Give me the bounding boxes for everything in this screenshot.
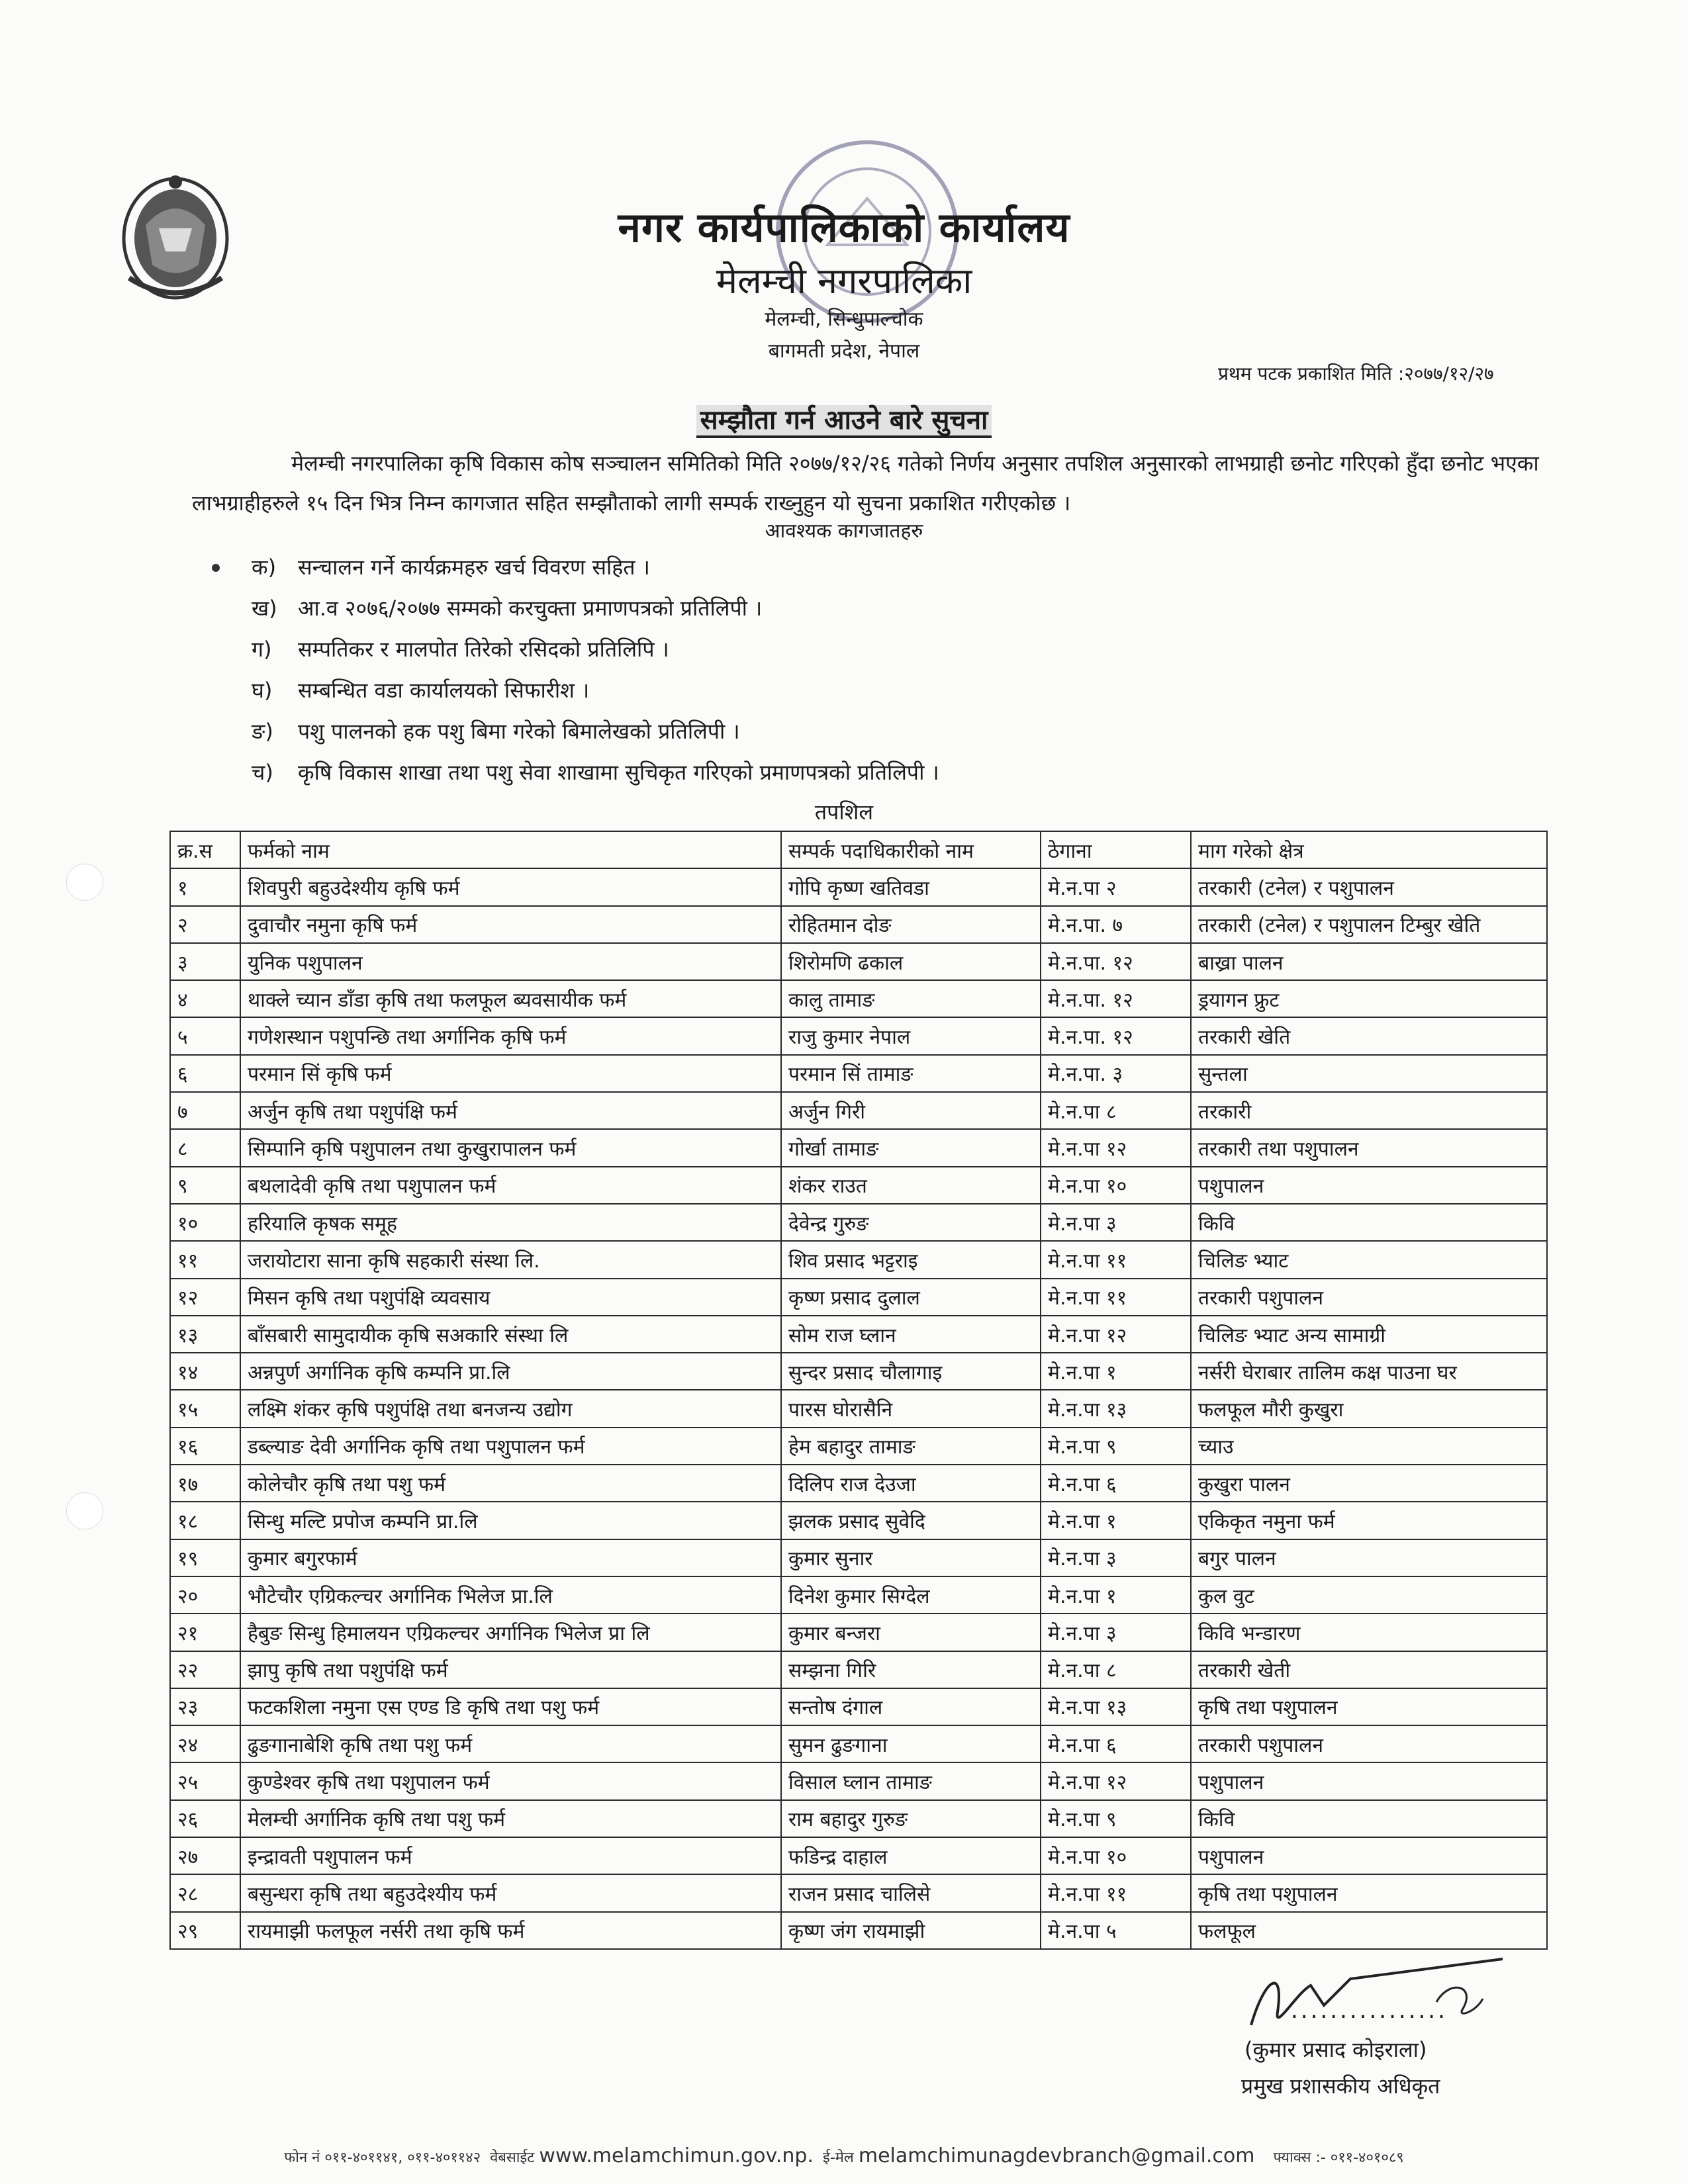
cell-farm-name: हरियालि कृषक समूह (240, 1204, 781, 1241)
cell-sn: १५ (170, 1390, 240, 1427)
cell-farm-name: इन्द्रावती पशुपालन फर्म (240, 1837, 781, 1874)
cell-contact-person: शंकर राउत (781, 1167, 1041, 1204)
cell-contact-person: राजु कुमार नेपाल (781, 1017, 1041, 1054)
cell-farm-name: सिन्धु मल्टि प्रपोज कम्पनि प्रा.लि (240, 1502, 781, 1539)
cell-sn: ५ (170, 1017, 240, 1054)
published-date: प्रथम पटक प्रकाशित मिति :२०७७/१२/२७ (1218, 363, 1494, 385)
cell-contact-person: देवेन्द्र गुरुङ (781, 1204, 1041, 1241)
cell-address: मे.न.पा. ३ (1041, 1055, 1191, 1092)
cell-farm-name: ढुङगानाबेशि कृषि तथा पशु फर्म (240, 1725, 781, 1762)
cell-sector: तरकारी पशुपालन (1191, 1725, 1547, 1762)
table-row (170, 1279, 1547, 1316)
doc-item (252, 635, 669, 663)
cell-sn: ८ (170, 1129, 240, 1166)
cell-contact-person: सन्तोष दंगाल (781, 1688, 1041, 1725)
table-row (170, 1465, 1547, 1502)
cell-sn: ११ (170, 1241, 240, 1278)
table-row (170, 1688, 1547, 1725)
cell-contact-person: शिव प्रसाद भट्टराइ (781, 1241, 1041, 1278)
table-row (170, 1353, 1547, 1390)
notice-heading-text: सम्झौता गर्न आउने बारे सुचना (696, 405, 992, 438)
cell-sn: २४ (170, 1725, 240, 1762)
cell-sector: किवि भन्डारण (1191, 1614, 1547, 1651)
punch-hole (66, 864, 103, 901)
cell-address: मे.न.पा १२ (1041, 1129, 1191, 1166)
cell-sn: ७ (170, 1092, 240, 1129)
cell-sector: तरकारी (1191, 1092, 1547, 1129)
doc-text: सम्पतिकर र मालपोत तिरेको रसिदको प्रतिलिपि । (298, 637, 669, 662)
cell-sector: चिलिङ भ्याट (1191, 1241, 1547, 1278)
table-row (170, 1502, 1547, 1539)
cell-address: मे.न.पा ८ (1041, 1651, 1191, 1688)
cell-sector: कृषि तथा पशुपालन (1191, 1874, 1547, 1911)
doc-key: ख) (252, 596, 277, 621)
cell-farm-name: युनिक पशुपालन (240, 943, 781, 980)
cell-address: मे.न.पा ९ (1041, 1800, 1191, 1837)
cell-farm-name: थाक्ले च्यान डाँडा कृषि तथा फलफूल ब्यवसायीक फर्म (240, 980, 781, 1017)
cell-farm-name: भौटेचौर एग्रिकल्चर अर्गानिक भिलेज प्रा.लि (240, 1576, 781, 1614)
cell-sn: २९ (170, 1912, 240, 1949)
col-header-farm: फर्मको नाम (240, 831, 781, 868)
cell-address: मे.न.पा. १२ (1041, 1017, 1191, 1054)
table-row (170, 1762, 1547, 1799)
table-title: तपशिल (814, 799, 874, 825)
cell-contact-person: सुमन ढुङगाना (781, 1725, 1041, 1762)
cell-sector: तरकारी (टनेल) र पशुपालन टिम्बुर खेति (1191, 906, 1547, 943)
cell-address: मे.न.पा १२ (1041, 1316, 1191, 1353)
footer-phone: फोन नं ०११-४०११४१, ०११-४०११४२ (284, 2150, 481, 2166)
footer-fax: फ्याक्स :- ०११-४०१०८९ (1273, 2150, 1404, 2166)
table-row (170, 1204, 1547, 1241)
cell-farm-name: जरायोटारा साना कृषि सहकारी संस्था लि. (240, 1241, 781, 1278)
cell-contact-person: फडिन्द्र दाहाल (781, 1837, 1041, 1874)
table-row (170, 1092, 1547, 1129)
cell-address: मे.न.पा ६ (1041, 1725, 1191, 1762)
cell-address: मे.न.पा ३ (1041, 1614, 1191, 1651)
cell-sn: ३ (170, 943, 240, 980)
cell-farm-name: परमान सिं कृषि फर्म (240, 1055, 781, 1092)
doc-key: च) (252, 760, 273, 785)
cell-sector: किवि (1191, 1800, 1547, 1837)
cell-sector: तरकारी पशुपालन (1191, 1279, 1547, 1316)
table-header-row (170, 831, 1547, 868)
cell-sn: ६ (170, 1055, 240, 1092)
cell-sn: १४ (170, 1353, 240, 1390)
cell-contact-person: कृष्ण प्रसाद दुलाल (781, 1279, 1041, 1316)
cell-sn: २ (170, 906, 240, 943)
cell-sn: २६ (170, 1800, 240, 1837)
table-row (170, 1167, 1547, 1204)
cell-farm-name: रायमाझी फलफूल नर्सरी तथा कृषि फर्म (240, 1912, 781, 1949)
cell-address: मे.न.पा १३ (1041, 1688, 1191, 1725)
doc-text: सम्बन्धित वडा कार्यालयको सिफारीश । (298, 678, 590, 703)
cell-address: मे.न.पा १० (1041, 1837, 1191, 1874)
cell-sector: तरकारी खेति (1191, 1017, 1547, 1054)
cell-farm-name: सिम्पानि कृषि पशुपालन तथा कुखुरापालन फर्म (240, 1129, 781, 1166)
cell-address: मे.न.पा ६ (1041, 1465, 1191, 1502)
cell-address: मे.न.पा १२ (1041, 1762, 1191, 1799)
table-row (170, 943, 1547, 980)
cell-sn: २० (170, 1576, 240, 1614)
cell-sector: चिलिङ भ्याट अन्य सामाग्री (1191, 1316, 1547, 1353)
cell-farm-name: लक्ष्मि शंकर कृषि पशुपंक्षि तथा बनजन्य उद्योग (240, 1390, 781, 1427)
signatory-name: (कुमार प्रसाद कोइराला) (1244, 2037, 1427, 2062)
cell-sector: बाख्रा पालन (1191, 943, 1547, 980)
cell-sn: १६ (170, 1428, 240, 1465)
cell-sector: एकिकृत नमुना फर्म (1191, 1502, 1547, 1539)
cell-contact-person: परमान सिं तामाङ (781, 1055, 1041, 1092)
cell-sn: २७ (170, 1837, 240, 1874)
col-header-address: ठेगाना (1041, 831, 1191, 868)
cell-contact-person: विसाल घ्लान तामाङ (781, 1762, 1041, 1799)
cell-contact-person: कुमार सुनार (781, 1539, 1041, 1576)
required-docs-title: आवश्यक कागजातहरु (765, 520, 923, 543)
cell-address: मे.न.पा १० (1041, 1167, 1191, 1204)
cell-sn: १७ (170, 1465, 240, 1502)
col-header-contact: सम्पर्क पदाधिकारीको नाम (781, 831, 1041, 868)
col-header-sector: माग गरेको क्षेत्र (1191, 831, 1547, 868)
table-row (170, 980, 1547, 1017)
district-line: मेलम्ची, सिन्धुपाल्चोक (765, 308, 923, 331)
col-header-sn: क्र.स (170, 831, 240, 868)
cell-sn: १३ (170, 1316, 240, 1353)
table-row (170, 1055, 1547, 1092)
table-row (170, 1576, 1547, 1614)
cell-sector: कृषि तथा पशुपालन (1191, 1688, 1547, 1725)
cell-sector: कुल वुट (1191, 1576, 1547, 1614)
office-title: नगर कार्यपालिकाको कार्यालय (618, 203, 1070, 251)
cell-sector: बगुर पालन (1191, 1539, 1547, 1576)
cell-sector: पशुपालन (1191, 1762, 1547, 1799)
doc-key: ङ) (252, 719, 273, 744)
cell-address: मे.न.पा २ (1041, 868, 1191, 905)
cell-sn: १८ (170, 1502, 240, 1539)
cell-farm-name: अर्जुन कृषि तथा पशुपंक्षि फर्म (240, 1092, 781, 1129)
cell-contact-person: पारस घोरासैनि (781, 1390, 1041, 1427)
cell-farm-name: गणेशस्थान पशुपन्छि तथा अर्गानिक कृषि फर्म (240, 1017, 781, 1054)
table-row (170, 1390, 1547, 1427)
cell-sector: फलफूल (1191, 1912, 1547, 1949)
table-row (170, 1800, 1547, 1837)
signature-mark (1238, 1952, 1516, 2038)
table-row (170, 1539, 1547, 1576)
cell-contact-person: कुमार बन्जरा (781, 1614, 1041, 1651)
cell-contact-person: शिरोमणि ढकाल (781, 943, 1041, 980)
cell-sector: तरकारी खेती (1191, 1651, 1547, 1688)
doc-item (252, 594, 762, 622)
cell-address: मे.न.पा ८ (1041, 1092, 1191, 1129)
table-row (170, 1129, 1547, 1166)
cell-sn: २१ (170, 1614, 240, 1651)
table-row (170, 906, 1547, 943)
footer-website-label: वेबसाईट (490, 2150, 535, 2166)
cell-contact-person: अर्जुन गिरी (781, 1092, 1041, 1129)
cell-sector: च्याउ (1191, 1428, 1547, 1465)
cell-address: मे.न.पा १ (1041, 1353, 1191, 1390)
cell-farm-name: कुण्डेश्वर कृषि तथा पशुपालन फर्म (240, 1762, 781, 1799)
doc-key: घ) (252, 678, 273, 703)
table-row (170, 1614, 1547, 1651)
cell-address: मे.न.पा. १२ (1041, 943, 1191, 980)
cell-sector: फलफूल मौरी कुखुरा (1191, 1390, 1547, 1427)
cell-address: मे.न.पा ११ (1041, 1241, 1191, 1278)
doc-text: कृषि विकास शाखा तथा पशु सेवा शाखामा सुचिकृत गरिएको प्रमाणपत्रको प्रतिलिपी । (298, 760, 939, 785)
table-row (170, 1837, 1547, 1874)
cell-farm-name: कोलेचौर कृषि तथा पशु फर्म (240, 1465, 781, 1502)
cell-sector: तरकारी तथा पशुपालन (1191, 1129, 1547, 1166)
table-row (170, 1651, 1547, 1688)
cell-contact-person: रोहितमान दोङ (781, 906, 1041, 943)
cell-address: मे.न.पा. ७ (1041, 906, 1191, 943)
cell-farm-name: दुवाचौर नमुना कृषि फर्म (240, 906, 781, 943)
cell-sector: पशुपालन (1191, 1167, 1547, 1204)
cell-farm-name: बसुन्धरा कृषि तथा बहुउदेश्यीय फर्म (240, 1874, 781, 1911)
cell-address: मे.न.पा १३ (1041, 1390, 1191, 1427)
cell-contact-person: गोपि कृष्ण खतिवडा (781, 868, 1041, 905)
cell-contact-person: कालु तामाङ (781, 980, 1041, 1017)
cell-farm-name: डब्ल्याङ देवी अर्गानिक कृषि तथा पशुपालन फर्म (240, 1428, 781, 1465)
cell-contact-person: दिलिप राज देउजा (781, 1465, 1041, 1502)
table-row (170, 868, 1547, 905)
cell-contact-person: दिनेश कुमार सिग्देल (781, 1576, 1041, 1614)
footer-email-label: ई-मेल (823, 2150, 854, 2166)
cell-contact-person: हेम बहादुर तामाङ (781, 1428, 1041, 1465)
punch-hole (66, 1492, 103, 1529)
cell-sector: पशुपालन (1191, 1837, 1547, 1874)
doc-item (252, 553, 650, 581)
table-row (170, 1912, 1547, 1949)
cell-farm-name: बाँसबारी सामुदायीक कृषि सअकारि संस्था लि (240, 1316, 781, 1353)
cell-sn: १० (170, 1204, 240, 1241)
notice-heading (0, 400, 1688, 437)
doc-key: ग) (252, 637, 272, 662)
doc-text: पशु पालनको हक पशु बिमा गरेको बिमालेखको प्रतिलिपी । (298, 719, 740, 744)
doc-key: क) (252, 555, 277, 580)
signature-dots: ................ (1291, 1997, 1448, 2024)
municipality-name: मेलम्ची नगरपालिका (716, 260, 972, 302)
cell-address: मे.न.पा. १२ (1041, 980, 1191, 1017)
cell-sn: १ (170, 868, 240, 905)
cell-sector: सुन्तला (1191, 1055, 1547, 1092)
cell-farm-name: फटकशिला नमुना एस एण्ड डि कृषि तथा पशु फर्म (240, 1688, 781, 1725)
doc-item (252, 717, 740, 745)
cell-farm-name: मेलम्ची अर्गानिक कृषि तथा पशु फर्म (240, 1800, 781, 1837)
doc-item (252, 758, 939, 786)
cell-sn: ४ (170, 980, 240, 1017)
cell-farm-name: झापु कृषि तथा पशुपंक्षि फर्म (240, 1651, 781, 1688)
footer-website[interactable]: www.melamchimun.gov.np. (539, 2144, 814, 2167)
cell-sn: २५ (170, 1762, 240, 1799)
cell-sn: १९ (170, 1539, 240, 1576)
signatory-title: प्रमुख प्रशासकीय अधिकृत (1241, 2073, 1440, 2099)
footer-email[interactable]: melamchimunagdevbranch@gmail.com (858, 2144, 1255, 2167)
cell-farm-name: अन्नपुर्ण अर्गानिक कृषि कम्पनि प्रा.लि (240, 1353, 781, 1390)
table-row (170, 1241, 1547, 1278)
cell-contact-person: सोम राज घ्लान (781, 1316, 1041, 1353)
cell-sn: २८ (170, 1874, 240, 1911)
cell-sector: किवि (1191, 1204, 1547, 1241)
table-row (170, 1428, 1547, 1465)
bullet-mark (212, 564, 220, 572)
cell-contact-person: गोर्खा तामाङ (781, 1129, 1041, 1166)
cell-sn: २२ (170, 1651, 240, 1688)
cell-sector: तरकारी (टनेल) र पशुपालन (1191, 868, 1547, 905)
doc-item (252, 676, 589, 704)
doc-text: सन्चालन गर्ने कार्यक्रमहरु खर्च विवरण सहित । (298, 555, 650, 580)
cell-sn: १२ (170, 1279, 240, 1316)
cell-sn: ९ (170, 1167, 240, 1204)
cell-contact-person: राजन प्रसाद चालिसे (781, 1874, 1041, 1911)
notice-paragraph: मेलम्ची नगरपालिका कृषि विकास कोष सञ्चालन समितिको मिति २०७७/१२/२६ गतेको निर्णय अनुसार तपशिल अनुसारको लाभग्राही छनोट गरिएको हुँदा छनोट भएका लाभग्राहीहरुले १५ दिन भित्र निम्न कागजात सहित सम्झौताको लागी सम्पर्क राख्नुहुन यो सुचना प्रकाशित गरीएकोछ । (192, 451, 1539, 516)
table-row (170, 1874, 1547, 1911)
cell-farm-name: हैबुङ सिन्धु हिमालयन एग्रिकल्चर अर्गानिक भिलेज प्रा लि (240, 1614, 781, 1651)
cell-contact-person: राम बहादुर गुरुङ (781, 1800, 1041, 1837)
cell-sector: कुखुरा पालन (1191, 1465, 1547, 1502)
doc-text: आ.व २०७६/२०७७ सम्मको करचुक्ता प्रमाणपत्रको प्रतिलिपी । (298, 596, 763, 621)
cell-sector: नर्सरी घेराबार तालिम कक्ष पाउना घर (1191, 1353, 1547, 1390)
cell-address: मे.न.पा ३ (1041, 1204, 1191, 1241)
cell-farm-name: मिसन कृषि तथा पशुपंक्षि व्यवसाय (240, 1279, 781, 1316)
cell-sector: ड्रयागन फ्रुट (1191, 980, 1547, 1017)
cell-contact-person: सुन्दर प्रसाद चौलागाइ (781, 1353, 1041, 1390)
cell-address: मे.न.पा ११ (1041, 1874, 1191, 1911)
cell-farm-name: कुमार बगुरफार्म (240, 1539, 781, 1576)
table-row (170, 1017, 1547, 1054)
beneficiary-table (169, 831, 1548, 1950)
cell-contact-person: कृष्ण जंग रायमाझी (781, 1912, 1041, 1949)
table-row (170, 1316, 1547, 1353)
cell-address: मे.न.पा ९ (1041, 1428, 1191, 1465)
cell-address: मे.न.पा ११ (1041, 1279, 1191, 1316)
table-row (170, 1725, 1547, 1762)
cell-address: मे.न.पा ५ (1041, 1912, 1191, 1949)
footer (0, 2144, 1688, 2167)
cell-address: मे.न.पा १ (1041, 1502, 1191, 1539)
cell-sn: २३ (170, 1688, 240, 1725)
province-line: बागमती प्रदेश, नेपाल (768, 340, 920, 363)
cell-address: मे.न.पा १ (1041, 1576, 1191, 1614)
cell-address: मे.न.पा ३ (1041, 1539, 1191, 1576)
cell-farm-name: बथलादेवी कृषि तथा पशुपालन फर्म (240, 1167, 781, 1204)
cell-contact-person: सम्झना गिरि (781, 1651, 1041, 1688)
cell-contact-person: झलक प्रसाद सुवेदि (781, 1502, 1041, 1539)
cell-farm-name: शिवपुरी बहुउदेश्यीय कृषि फर्म (240, 868, 781, 905)
